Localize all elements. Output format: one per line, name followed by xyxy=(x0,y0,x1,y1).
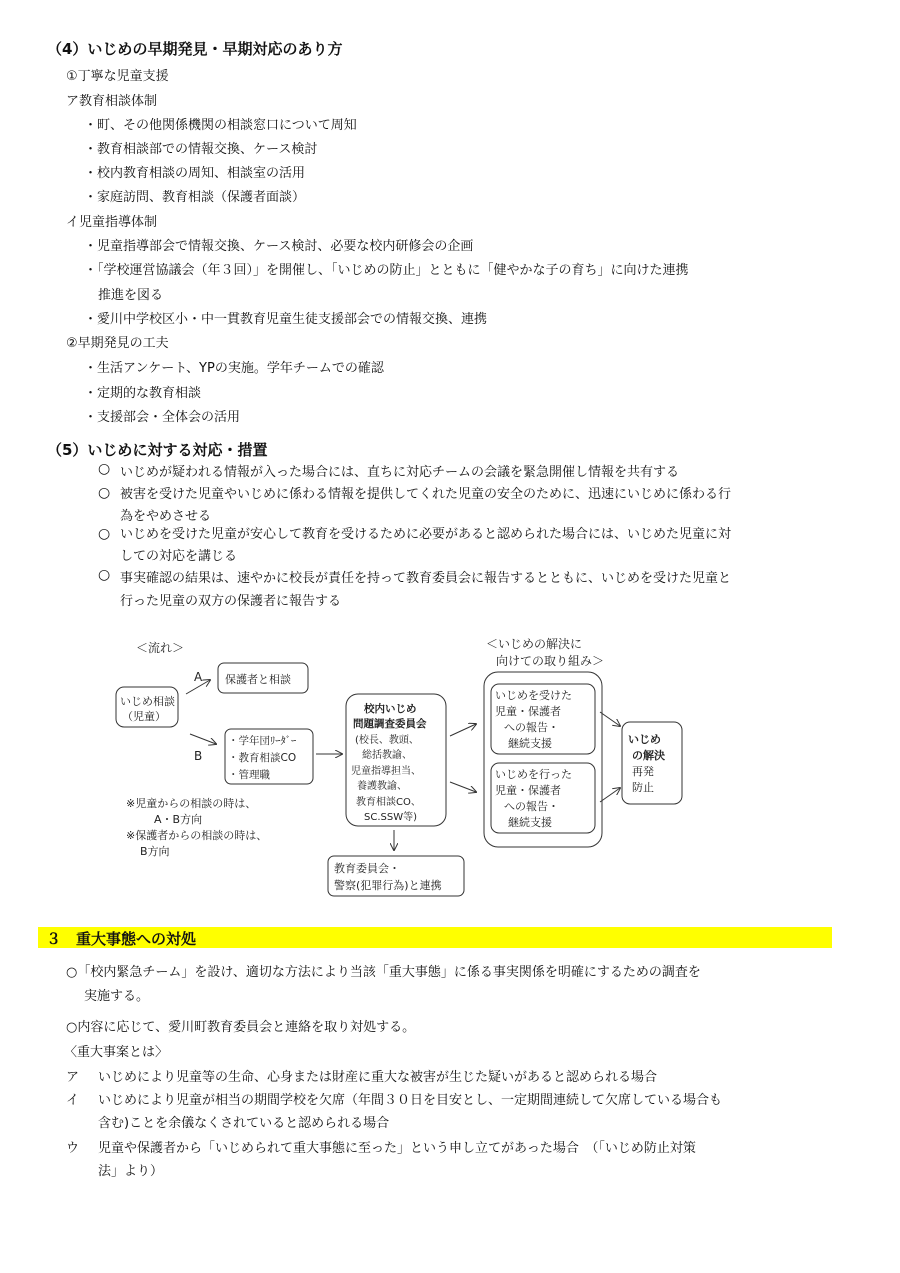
definition-mark: ウ xyxy=(66,1141,80,1156)
committee-label: SC.SSW等) xyxy=(364,812,417,823)
arrow-to-solve xyxy=(600,788,620,802)
committee-label: 総括教諭、 xyxy=(362,750,412,761)
section3-heading: ３ 重大事態への対処 xyxy=(46,930,197,948)
victim-label: 児童・保護者 xyxy=(495,705,561,718)
note-line: ※保護者からの相談の時は、 xyxy=(126,829,268,842)
paragraph-line: ○内容に応じて、愛川町教育委員会と連絡を取り対処する。 xyxy=(66,1020,416,1035)
paragraph-line: 行った児童の双方の保護者に報告する xyxy=(120,594,342,609)
flow-diagram xyxy=(110,632,700,902)
parent-consult-label: 保護者と相談 xyxy=(225,673,291,686)
consult-label: （児童） xyxy=(122,710,166,723)
committee-label: 校内いじめ xyxy=(364,703,417,715)
note-line: B方向 xyxy=(140,845,170,858)
bully-label: への報告・ xyxy=(504,800,559,813)
victim-label: への報告・ xyxy=(504,721,559,734)
list-item-continued: 推進を図る xyxy=(98,288,164,303)
list-item: ・「学校運営協議会（年３回）」を開催し、「いじめの防止」とともに「健やかな子の育ち」に向けた連携 xyxy=(84,263,689,278)
victim-label: いじめを受けた xyxy=(495,689,572,702)
definition-line: いじめにより児童が相当の期間学校を欠席（年間３０日を目安とし、一定期間連続して欠席している場合も xyxy=(98,1093,723,1108)
section5-heading: （5）いじめに対する対応・措置 xyxy=(47,441,268,459)
bully-label: 継続支援 xyxy=(508,816,552,829)
note-line: A・B方向 xyxy=(154,813,203,826)
paragraph-line: いじめを受けた児童が安心して教育を受けるために必要があると認められた場合には、いじめた児童に対 xyxy=(120,527,732,542)
note-line: ※児童からの相談の時は、 xyxy=(126,797,257,810)
sub-heading-early-detection: ②早期発見の工夫 xyxy=(66,336,169,351)
paragraph-line: 被害を受けた児童やいじめに係わる情報を提供してくれた児童の安全のために、迅速にいじめに係わる行 xyxy=(120,487,732,502)
paragraph-line: しての対応を講じる xyxy=(120,549,238,564)
definition-line: 含む)ことを余儀なくされていると認められる場合 xyxy=(98,1116,390,1131)
definition-line: いじめにより児童等の生命、心身または財産に重大な被害が生じた疑いがあると認められる場合 xyxy=(98,1070,658,1085)
list-item: ・教育相談部での情報交換、ケース検討 xyxy=(84,142,318,157)
effort-label: ＜いじめの解決に xyxy=(486,637,583,651)
bullet-circle: ○ xyxy=(98,567,111,583)
list-item: ・生活アンケート、YPの実施。学年チームでの確認 xyxy=(84,361,384,376)
solve-label: の解決 xyxy=(632,749,665,762)
list-item: ・児童指導部会で情報交換、ケース検討、必要な校内研修会の企画 xyxy=(84,239,474,254)
list-item: ・支援部会・全体会の活用 xyxy=(84,410,241,425)
paragraph-line: 事実確認の結果は、速やかに校長が責任を持って教育委員会に報告するとともに、いじめを受けた児童と xyxy=(120,571,732,586)
committee-label: 児童指導担当、 xyxy=(351,766,421,777)
paragraph-line: 実施する。 xyxy=(84,989,150,1004)
arrow-to-bully xyxy=(450,782,476,792)
definition-heading: 〈重大事案とは〉 xyxy=(64,1045,169,1060)
arrow-b xyxy=(190,734,216,744)
sub-heading-support: ①丁寧な児童支援 xyxy=(66,69,169,84)
bully-label: いじめを行った xyxy=(495,768,572,781)
arrow-to-victim xyxy=(450,724,476,736)
bullet-circle: ○ xyxy=(98,461,111,477)
definition-mark: イ xyxy=(66,1093,80,1108)
committee-label: (校長、教頭、 xyxy=(355,735,419,746)
paragraph-line: いじめが疑われる情報が入った場合には、直ちに対応チームの会議を緊急開催し情報を共有する xyxy=(120,465,680,480)
list-item: ・家庭訪問、教育相談（保護者面談） xyxy=(84,190,306,205)
team-label: ・管理職 xyxy=(228,769,270,781)
victim-label: 継続支援 xyxy=(508,737,552,750)
solve-label: 再発 xyxy=(632,765,654,778)
section3-heading-bar xyxy=(38,927,832,948)
bully-label: 児童・保護者 xyxy=(495,784,561,797)
bullet-circle: ○ xyxy=(98,485,111,501)
board-label: 警察(犯罪行為)と連携 xyxy=(334,879,442,892)
consult-label: いじめ相談 xyxy=(120,695,175,708)
bullet-circle: ○ xyxy=(98,526,111,542)
sub-heading-guidance: イ児童指導体制 xyxy=(66,215,158,230)
list-item: ・町、その他関係機関の相談窓口について周知 xyxy=(84,118,357,133)
route-a-label: A xyxy=(194,670,203,684)
committee-label: 問題調査委員会 xyxy=(353,718,427,730)
board-label: 教育委員会・ xyxy=(334,862,400,875)
definition-mark: ア xyxy=(66,1070,80,1085)
paragraph-line: 為をやめさせる xyxy=(120,509,212,524)
definition-line: 法」より） xyxy=(98,1164,164,1179)
team-label: ・学年団ﾘｰﾀﾞｰ xyxy=(228,735,297,747)
committee-label: 教育相談CO、 xyxy=(356,797,421,808)
list-item: ・定期的な教育相談 xyxy=(84,386,202,401)
sub-heading-consultation: ア教育相談体制 xyxy=(66,94,158,109)
section4-heading: （4）いじめの早期発見・早期対応のあり方 xyxy=(47,40,343,58)
committee-label: 養護教諭、 xyxy=(357,781,407,792)
definition-line: 児童や保護者から「いじめられて重大事態に至った」という申し立てがあった場合 （「いじめ防止対策 xyxy=(98,1141,696,1156)
paragraph-line: ○「校内緊急チーム」を設け、適切な方法により当該「重大事態」に係る事実関係を明確にするための調査を xyxy=(66,965,701,980)
list-item: ・愛川中学校区小・中一貫教育児童生徒支援部会での情報交換、連携 xyxy=(84,312,488,327)
arrow-to-solve xyxy=(600,712,620,726)
solve-label: いじめ xyxy=(628,733,661,746)
flow-label: ＜流れ＞ xyxy=(136,641,185,655)
team-label: ・教育相談CO xyxy=(228,752,297,764)
effort-label: 向けての取り組み＞ xyxy=(496,654,605,668)
route-b-label: B xyxy=(194,749,203,763)
list-item: ・校内教育相談の周知、相談室の活用 xyxy=(84,166,306,181)
solve-label: 防止 xyxy=(632,781,654,794)
